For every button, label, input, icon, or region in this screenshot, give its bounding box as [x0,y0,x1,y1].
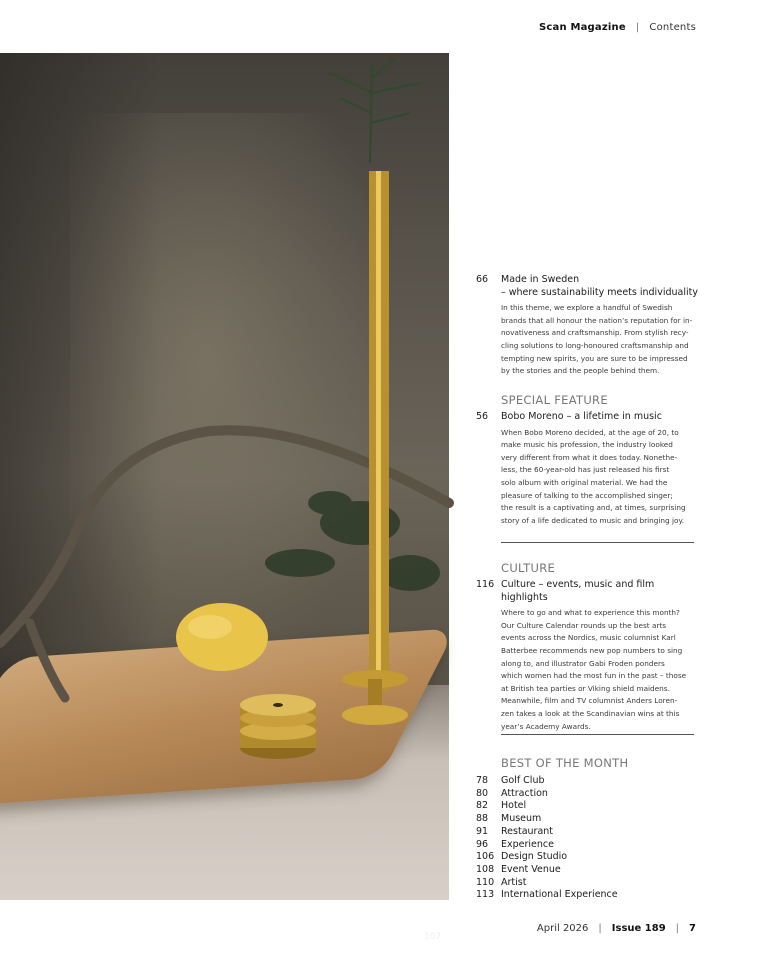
section-name: Contents [649,22,696,33]
item-label: Golf Club [501,775,545,786]
list-item[interactable] [476,877,618,890]
description-line: Our Culture Calendar rounds up the best arts [501,620,667,630]
item-label: Design Studio [501,851,568,863]
footer-separator: | [675,923,680,934]
lemon-highlight [188,615,232,639]
brass-base-lower [342,705,408,725]
toc-entry-culture[interactable] [476,579,698,733]
item-page-number: 91 [476,825,489,837]
entry-title: Bobo Moreno – a lifetime in music [501,411,662,422]
description-line: solo album with original material. We had the [501,477,668,487]
description-line: Batterbee recommends new pop numbers to sing [501,645,683,655]
section-heading: CULTURE [501,561,556,575]
description-line: make music his profession, the industry looked [501,440,673,450]
item-label: Artist [501,876,527,888]
item-label: Restaurant [501,825,554,837]
page-number: 7 [689,923,696,934]
description-line: events across the Nordics, music columnist Karl [501,633,676,643]
item-page-number: 80 [476,787,489,799]
still-life-drawing [0,53,449,900]
header-separator: | [635,22,640,33]
item-label: Attraction [501,787,548,799]
description-line: cling solutions to long-honoured craftsmanship and [501,340,689,350]
item-label: Hotel [501,800,527,812]
entry-subtitle: – where sustainability meets individuality [501,286,698,298]
description-line: the result is a captivating and, at times, surprising [501,503,686,513]
list-item[interactable] [476,800,618,813]
toc-entry-made-in-sweden[interactable] [476,274,698,378]
section-culture [476,561,698,733]
item-label: Experience [501,838,554,850]
description-line: Meanwhile, film and TV columnist Anders Loren- [501,696,678,706]
item-page-number: 82 [476,800,489,812]
description-line: at British tea parties or Viking shield maidens. [501,683,670,693]
description-line: by the stories and the people behind them. [501,366,660,376]
section-divider [501,734,694,735]
description-line: very different from what it does today. Nonethe- [501,452,678,462]
list-item[interactable] [476,864,618,877]
section-special-feature [476,393,698,527]
description-line: which women had the most fun in the past – those [501,671,687,681]
section-heading: BEST OF THE MONTH [501,756,629,770]
description-line: pleasure of talking to the accomplished singer; [501,490,673,500]
entry-title: Made in Sweden [501,274,580,285]
section-divider [501,542,694,543]
item-label: Event Venue [501,863,561,875]
green-plant [265,491,440,591]
magazine-name: Scan Magazine [538,22,626,33]
list-item[interactable] [476,813,618,826]
section-best-of-month [476,756,698,774]
description-line: zen takes a look at the Scandinavian wins at this [501,708,680,718]
item-page-number: 96 [476,838,489,850]
entry-description [501,607,698,733]
description-line: less, the 60-year-old has just released his first [501,465,670,475]
entry-description [501,427,698,528]
photo-page-number: 107 [424,932,442,942]
entry-page-number: 116 [476,579,495,590]
brass-disc-stack [240,694,316,759]
description-line: When Bobo Moreno decided, at the age of 20, to [501,427,679,437]
item-page-number: 78 [476,775,489,786]
description-line: novativeness and craftsmanship. From stylish recy- [501,328,689,338]
list-item[interactable] [476,826,618,839]
brass-rod-highlight [376,171,381,691]
list-item[interactable] [476,839,618,852]
list-item[interactable] [476,775,618,788]
running-footer [537,923,696,934]
still-life-photo [0,53,449,942]
issue-date: April 2026 [536,923,589,934]
item-label: International Experience [501,889,618,901]
description-line: year’s Academy Awards. [501,721,591,731]
list-item[interactable] [476,788,618,801]
item-page-number: 113 [476,889,495,901]
item-page-number: 108 [476,863,495,875]
description-line: In this theme, we explore a handful of Swedish [501,303,673,313]
best-of-month-list [476,775,618,902]
running-header [539,22,696,33]
item-page-number: 88 [476,813,489,825]
footer-separator: | [598,923,602,934]
list-item[interactable] [476,889,618,902]
item-page-number: 106 [476,851,495,863]
description-line: tempting new spirits, you are sure to be impressed [501,353,688,363]
entry-title: Culture – events, music and film highlights [501,579,655,603]
toc-entry-bobo-moreno[interactable] [476,411,698,527]
description-line: story of a life dedicated to music and bringing joy. [501,515,685,525]
entry-description [501,302,698,378]
entry-page-number: 66 [476,274,489,285]
issue-number: Issue 189 [611,923,666,934]
entry-page-number: 56 [476,411,489,422]
description-line: brands that all honour the nation’s reputation for in- [501,315,693,325]
list-item[interactable] [476,851,618,864]
item-page-number: 110 [476,876,495,888]
description-line: Where to go and what to experience this month? [501,608,680,618]
fern-sprig [330,58,420,163]
tree-branch-fork [30,623,65,698]
section-heading: SPECIAL FEATURE [501,393,608,407]
item-label: Museum [501,813,542,825]
description-line: along to, and illustrator Gabi Froden ponders [501,658,665,668]
